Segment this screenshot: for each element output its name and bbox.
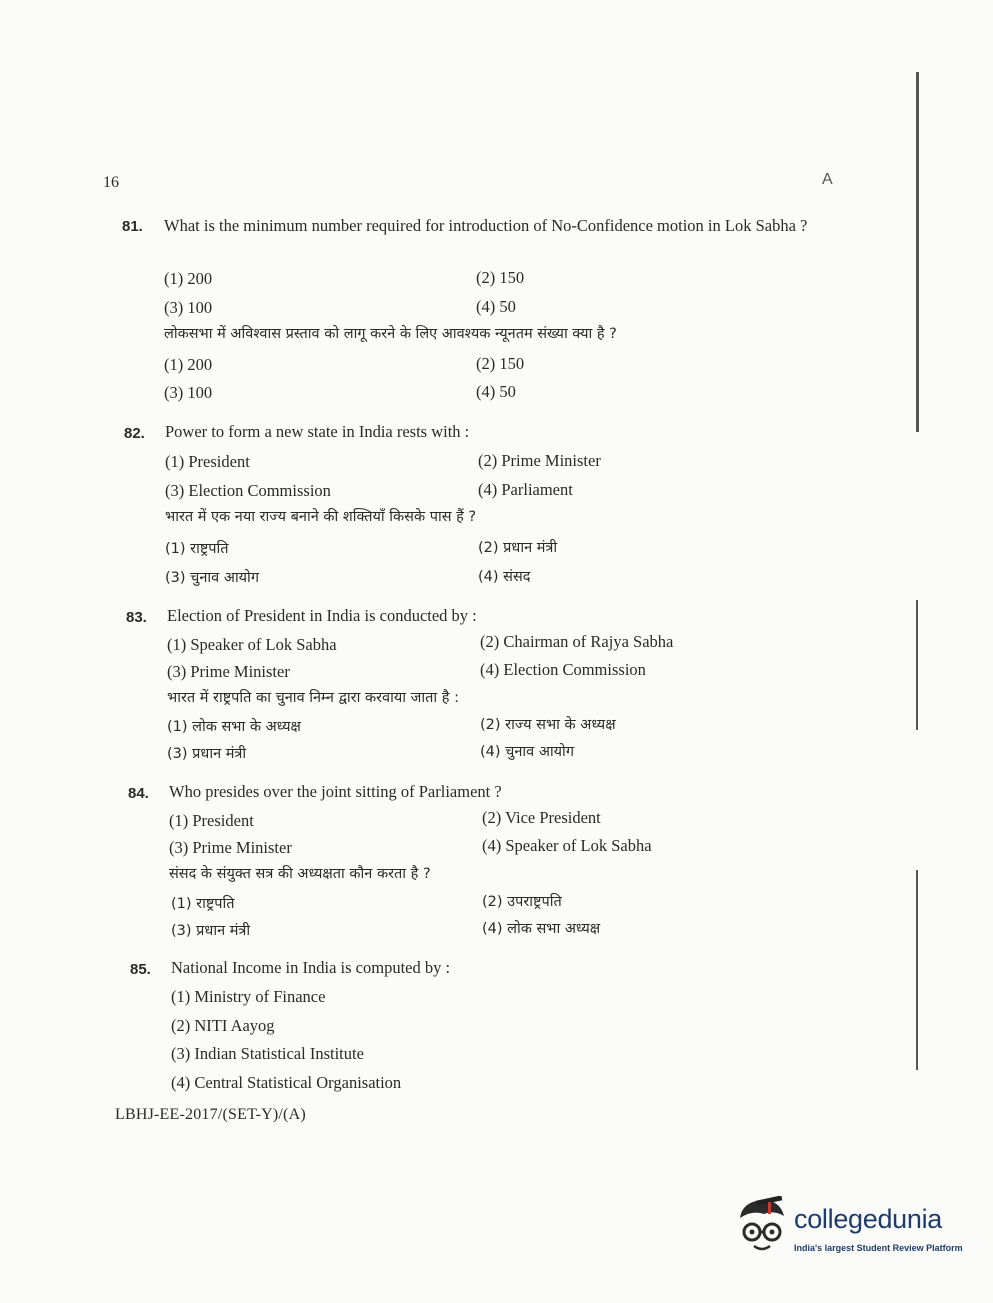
option-3: (3) Prime Minister xyxy=(169,838,292,857)
option-4: (4) Election Commission xyxy=(480,660,646,679)
question-number: 84. xyxy=(128,785,149,802)
option-4-hi: (4) संसद xyxy=(478,569,531,585)
option-1-hi: (1) 200 xyxy=(164,355,213,374)
option-1: (1) President xyxy=(169,811,254,830)
option-3-hi: (3) 100 xyxy=(164,383,213,402)
option-3: (3) Prime Minister xyxy=(167,662,290,681)
option-4: (4) Speaker of Lok Sabha xyxy=(482,836,652,855)
option-4: (4) Central Statistical Organisation xyxy=(171,1073,402,1092)
option-3-hi: (3) प्रधान मंत्री xyxy=(167,746,247,762)
option-1: (1) Ministry of Finance xyxy=(171,987,326,1006)
page-number: 16 xyxy=(103,174,119,191)
scan-edge-line xyxy=(916,870,918,1070)
question-text-hi: लोकसभा में अविश्वास प्रस्ताव को लागू करने के लिए आवश्यक न्यूनतम संख्या क्या है ? xyxy=(164,326,617,342)
option-2: (2) 150 xyxy=(476,268,525,287)
question-number: 83. xyxy=(126,609,147,626)
mascot-icon xyxy=(734,1196,792,1258)
option-2: (2) Vice President xyxy=(482,808,601,827)
option-1: (1) Speaker of Lok Sabha xyxy=(167,635,337,654)
option-3: (3) Indian Statistical Institute xyxy=(171,1044,364,1063)
option-1: (1) 200 xyxy=(164,269,213,288)
option-2-hi: (2) राज्य सभा के अध्यक्ष xyxy=(480,717,616,733)
option-1-hi: (1) राष्ट्रपति xyxy=(165,541,229,557)
option-4: (4) 50 xyxy=(476,297,516,316)
option-1-hi: (1) लोक सभा के अध्यक्ष xyxy=(167,719,301,735)
option-1-hi: (1) राष्ट्रपति xyxy=(171,896,235,912)
option-4-hi: (4) चुनाव आयोग xyxy=(480,744,574,760)
brand-tagline: India's largest Student Review Platform xyxy=(794,1243,963,1253)
option-4-hi: (4) 50 xyxy=(476,382,516,401)
option-3-hi: (3) प्रधान मंत्री xyxy=(171,923,251,939)
option-3: (3) Election Commission xyxy=(165,481,331,500)
option-2-hi: (2) उपराष्ट्रपति xyxy=(482,894,562,910)
question-text-en: National Income in India is computed by : xyxy=(171,958,451,977)
question-text-en: Election of President in India is conducted by : xyxy=(167,606,477,625)
brand-name: collegedunia xyxy=(794,1204,943,1234)
question-text-hi: भारत में राष्ट्रपति का चुनाव निम्न द्वारा करवाया जाता है : xyxy=(167,690,459,706)
collegedunia-logo xyxy=(734,1196,974,1266)
option-2: (2) Chairman of Rajya Sabha xyxy=(480,632,674,651)
question-text-hi: संसद के संयुक्त सत्र की अध्यक्षता कौन करता है ? xyxy=(169,866,431,882)
option-2: (2) NITI Aayog xyxy=(171,1016,275,1035)
option-4: (4) Parliament xyxy=(478,480,573,499)
question-text-hi: भारत में एक नया राज्य बनाने की शक्तियाँ किसके पास हैं ? xyxy=(165,509,477,525)
question-number: 81. xyxy=(122,218,143,235)
question-text-en: Power to form a new state in India rests with : xyxy=(165,422,470,441)
question-text-en: Who presides over the joint sitting of Parliament ? xyxy=(169,782,502,801)
option-2: (2) Prime Minister xyxy=(478,451,601,470)
option-3-hi: (3) चुनाव आयोग xyxy=(165,570,259,586)
option-3: (3) 100 xyxy=(164,298,213,317)
option-1: (1) President xyxy=(165,452,250,471)
question-text-en: What is the minimum number required for introduction of No-Confidence motion in Lok Sabha ? xyxy=(164,216,808,235)
option-2-hi: (2) प्रधान मंत्री xyxy=(478,540,558,556)
scan-edge-line xyxy=(916,72,919,432)
option-4-hi: (4) लोक सभा अध्यक्ष xyxy=(482,921,601,937)
exam-code: LBHJ-EE-2017/(SET-Y)/(A) xyxy=(115,1106,306,1123)
set-letter: A xyxy=(822,171,833,188)
scan-edge-line xyxy=(916,600,918,730)
question-number: 85. xyxy=(130,961,151,978)
option-2-hi: (2) 150 xyxy=(476,354,525,373)
question-number: 82. xyxy=(124,425,145,442)
